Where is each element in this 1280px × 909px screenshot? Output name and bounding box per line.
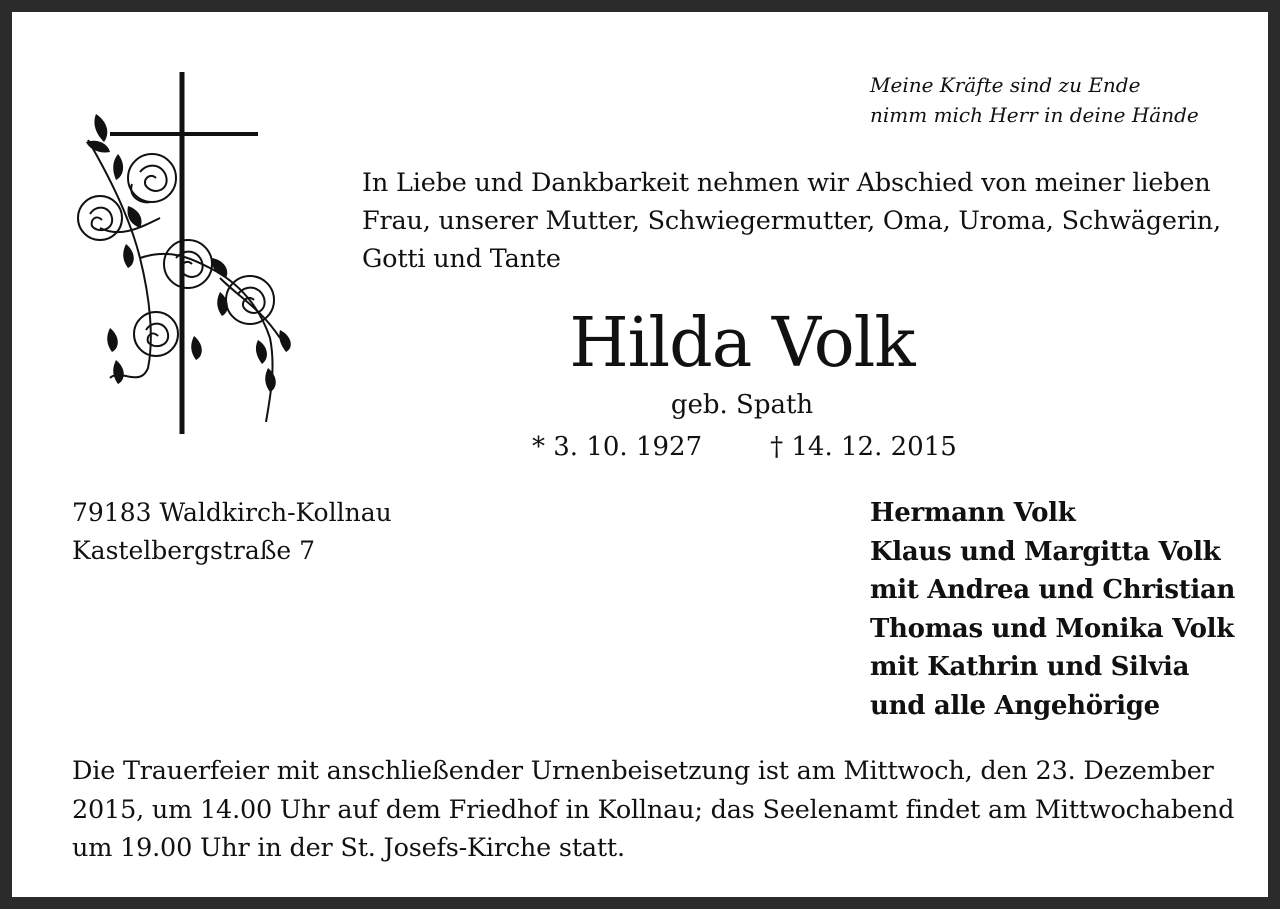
death-date: † 14. 12. 2015 bbox=[770, 432, 957, 462]
birth-name: geb. Spath bbox=[670, 390, 814, 420]
address-line: Kastelbergstraße 7 bbox=[72, 536, 316, 565]
intro-line: In Liebe und Dankbarkeit nehmen wir Abschied von meiner lieben bbox=[362, 168, 1211, 198]
family-line: Thomas und Monika Volk bbox=[870, 613, 1234, 644]
motto-verse bbox=[870, 70, 1199, 130]
life-dates bbox=[532, 430, 957, 464]
family-line: Klaus und Margitta Volk bbox=[870, 536, 1221, 567]
family-line: mit Andrea und Christian bbox=[870, 575, 1236, 605]
birth-date: * 3. 10. 1927 bbox=[532, 432, 703, 462]
ceremony-info bbox=[72, 752, 1234, 868]
cross-with-roses-icon bbox=[70, 68, 302, 440]
family-line: und alle Angehörige bbox=[870, 690, 1160, 721]
mourner-family bbox=[870, 494, 1235, 725]
intro-text bbox=[362, 164, 1221, 278]
ceremony-line: Die Trauerfeier mit anschließender Urnenbeisetzung ist am Mittwoch, den 23. Dezember bbox=[72, 756, 1214, 786]
motto-line: Meine Kräfte sind zu Ende bbox=[870, 73, 1141, 97]
ceremony-line: 2015, um 14.00 Uhr auf dem Friedhof in Kollnau; das Seelenamt findet am Mittwochabend bbox=[72, 794, 1235, 825]
address-line: 79183 Waldkirch-Kollnau bbox=[72, 498, 392, 527]
motto-line: nimm mich Herr in deine Hände bbox=[870, 103, 1199, 127]
deceased-name: Hilda Volk bbox=[569, 304, 915, 383]
family-line: Hermann Volk bbox=[870, 498, 1076, 528]
ceremony-line: um 19.00 Uhr in der St. Josefs-Kirche statt. bbox=[72, 833, 625, 863]
intro-line: Frau, unserer Mutter, Schwiegermutter, Oma, Uroma, Schwägerin, bbox=[362, 206, 1221, 236]
mourner-address bbox=[72, 494, 392, 570]
intro-line: Gotti und Tante bbox=[362, 244, 561, 274]
family-line: mit Kathrin und Silvia bbox=[870, 652, 1190, 682]
